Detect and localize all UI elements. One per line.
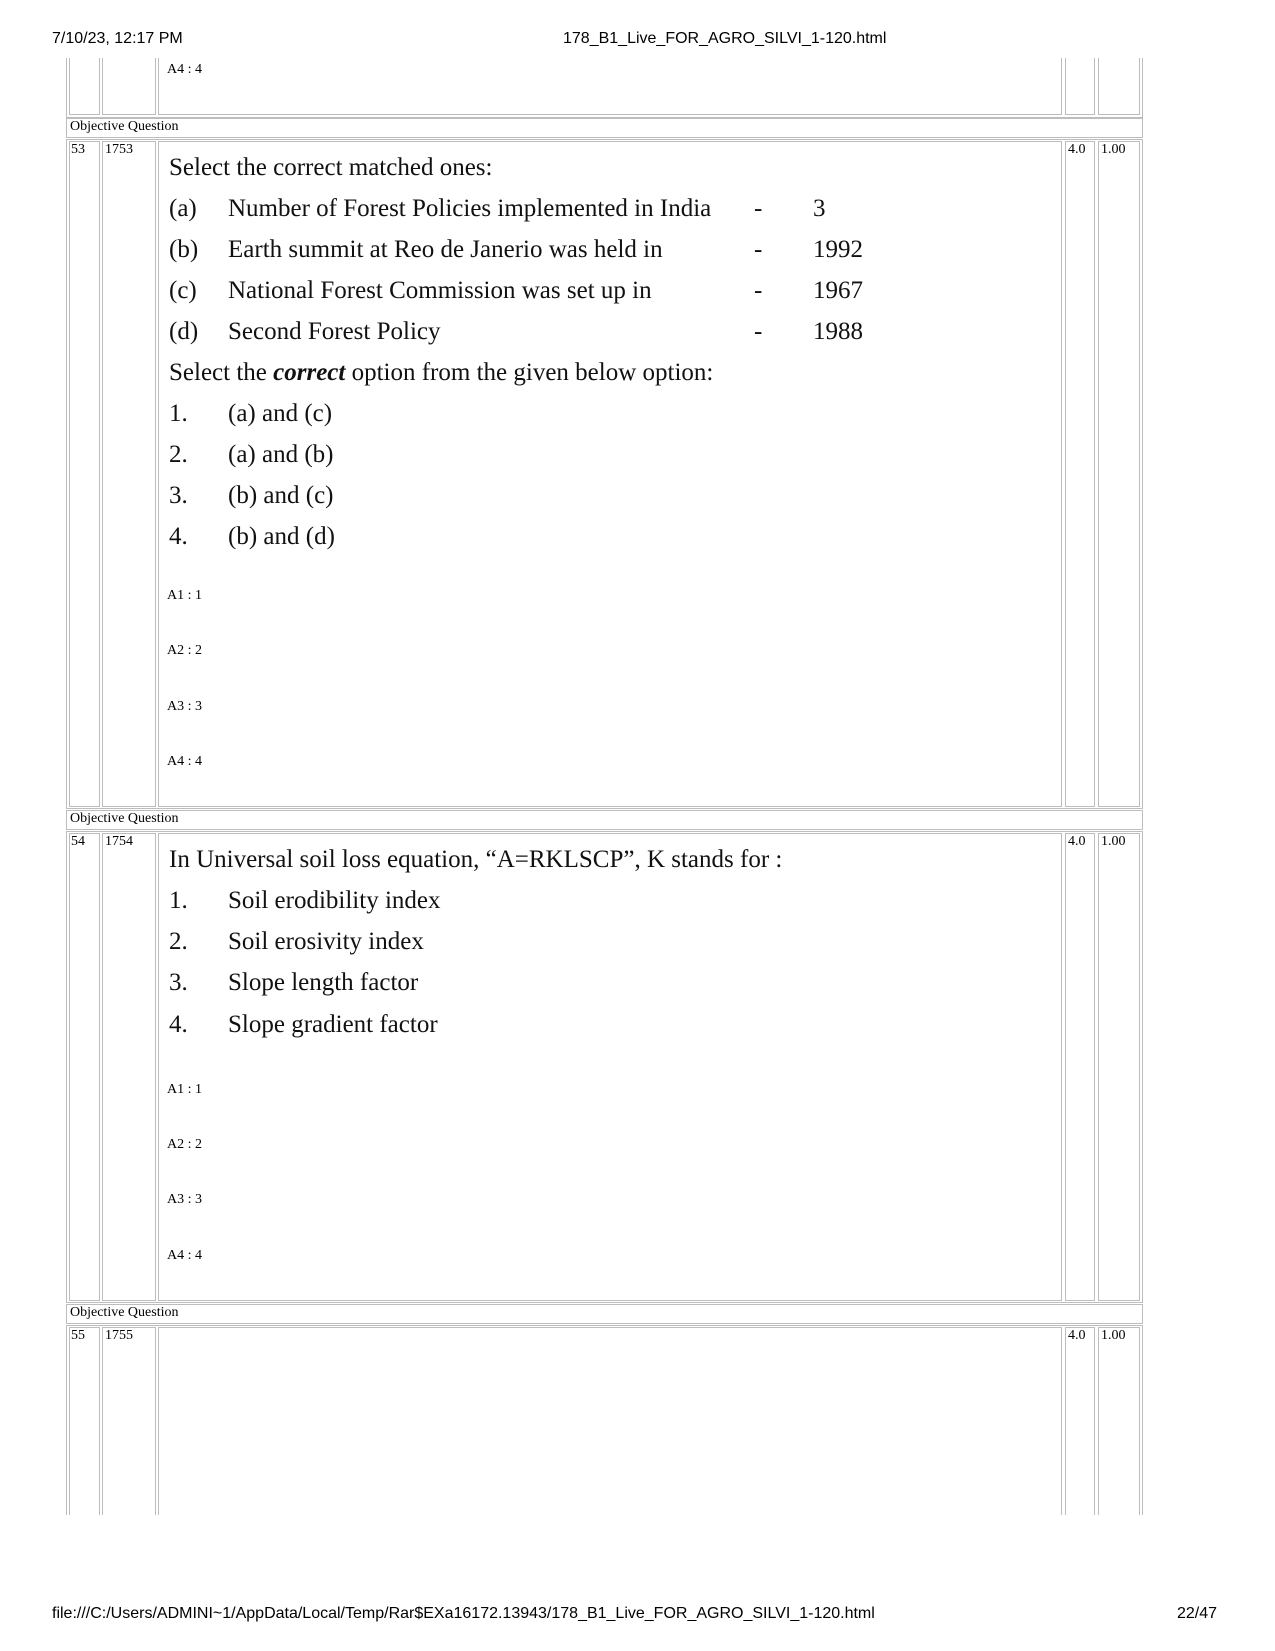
answer-option-3: A3 : 3 xyxy=(167,1192,202,1207)
option-number: 1. xyxy=(169,400,188,427)
match-label: (b) xyxy=(169,236,199,263)
marks: 4.0 xyxy=(1068,834,1086,849)
answer-option-2: A2 : 2 xyxy=(167,1137,202,1152)
option-number: 2. xyxy=(169,441,188,468)
match-value: 1988 xyxy=(813,318,863,345)
match-label: (c) xyxy=(169,277,197,304)
option-number: 4. xyxy=(169,1011,188,1038)
question-id: 1753 xyxy=(105,142,133,157)
match-dash: - xyxy=(754,195,763,222)
match-label: (d) xyxy=(169,318,199,345)
match-text: Number of Forest Policies implemented in India xyxy=(228,195,712,222)
option-text: (b) and (d) xyxy=(228,523,335,550)
option-text: (b) and (c) xyxy=(228,482,334,509)
question-stem: Select the correct matched ones: xyxy=(169,154,493,181)
option-number: 3. xyxy=(169,969,188,996)
instruction: Select the correct option from the given below option: xyxy=(169,359,714,386)
match-text: Second Forest Policy xyxy=(228,318,441,345)
match-dash: - xyxy=(754,318,763,345)
serial-number: 55 xyxy=(71,1328,85,1343)
match-value: 3 xyxy=(813,195,826,222)
option-text: Soil erodibility index xyxy=(228,887,441,914)
question-id: 1755 xyxy=(105,1328,133,1343)
print-file-path: file:///C:/Users/ADMINI~1/AppData/Local/Temp/Rar$EXa16172.13943/178_B1_Live_FOR_AGRO_SILVI_1-120.html xyxy=(52,1605,875,1622)
option-number: 3. xyxy=(169,482,188,509)
option-text: Soil erosivity index xyxy=(228,928,424,955)
match-value: 1992 xyxy=(813,236,863,263)
option-number: 4. xyxy=(169,523,188,550)
answer-option-4: A4 : 4 xyxy=(167,62,202,77)
match-text: Earth summit at Reo de Janerio was held in xyxy=(228,236,663,263)
question-id: 1754 xyxy=(105,834,133,849)
serial-number: 54 xyxy=(71,834,85,849)
answer-option-1: A1 : 1 xyxy=(167,1082,202,1097)
option-number: 1. xyxy=(169,887,188,914)
option-number: 2. xyxy=(169,928,188,955)
negative-marks: 1.00 xyxy=(1101,142,1126,157)
answer-option-3: A3 : 3 xyxy=(167,699,202,714)
option-text: Slope length factor xyxy=(228,969,419,996)
answer-option-1: A1 : 1 xyxy=(167,588,202,603)
marks: 4.0 xyxy=(1068,142,1086,157)
answer-option-4: A4 : 4 xyxy=(167,1248,202,1263)
serial-number: 53 xyxy=(71,142,85,157)
option-text: Slope gradient factor xyxy=(228,1011,438,1038)
print-page-number: 22/47 xyxy=(1176,1605,1217,1622)
answer-option-2: A2 : 2 xyxy=(167,643,202,658)
question-stem: In Universal soil loss equation, “A=RKLSCP”, K stands for : xyxy=(169,846,783,873)
print-datetime: 7/10/23, 12:17 PM xyxy=(52,30,183,47)
match-label: (a) xyxy=(169,195,197,222)
match-dash: - xyxy=(754,236,763,263)
section-label: Objective Question xyxy=(70,1305,179,1320)
negative-marks: 1.00 xyxy=(1101,834,1126,849)
negative-marks: 1.00 xyxy=(1101,1328,1126,1343)
match-text: National Forest Commission was set up in xyxy=(228,277,652,304)
print-title: 178_B1_Live_FOR_AGRO_SILVI_1-120.html xyxy=(563,30,887,47)
answer-option-4: A4 : 4 xyxy=(167,754,202,769)
match-dash: - xyxy=(754,277,763,304)
option-text: (a) and (b) xyxy=(228,441,334,468)
marks: 4.0 xyxy=(1068,1328,1086,1343)
section-label: Objective Question xyxy=(70,119,179,134)
option-text: (a) and (c) xyxy=(228,400,333,427)
section-label: Objective Question xyxy=(70,811,179,826)
match-value: 1967 xyxy=(813,277,863,304)
